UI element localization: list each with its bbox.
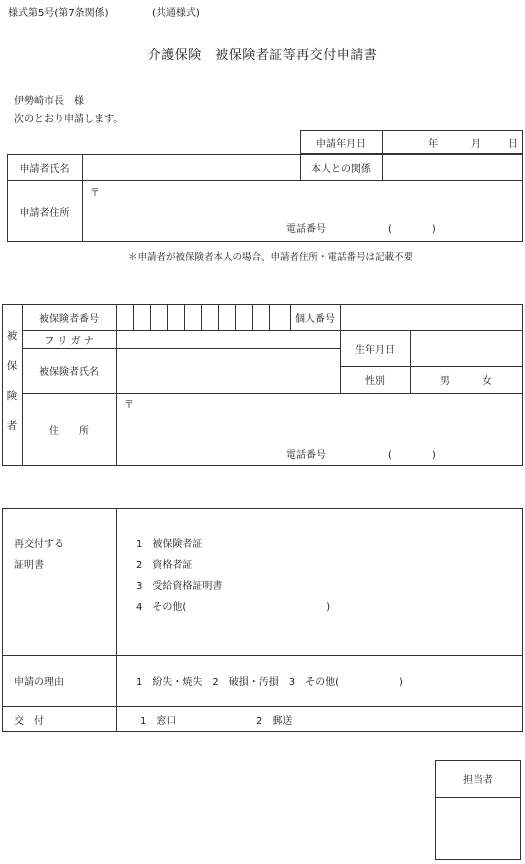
reissue-cert-label: 再交付する — [14, 539, 64, 550]
page-title: 介護保険 被保険者証等再交付申請書 — [147, 48, 378, 63]
applicant-address-label: 申請者住所 — [19, 207, 70, 219]
insured-number-label: 被保険者番号 — [39, 313, 99, 325]
birth-date-field[interactable] — [411, 331, 522, 365]
staff-label: 担当者 — [463, 775, 493, 786]
delivery-option-window[interactable]: 1 窓口 — [140, 715, 177, 727]
applicant-name-label: 申請者氏名 — [19, 163, 70, 175]
cert-option-3[interactable]: 3 受給資格証明書 — [136, 581, 223, 592]
reason-options[interactable]: 1 紛失・焼失 2 破損・汚損 3 その他( ) — [136, 677, 403, 688]
insured-side-label: 被 保 険 者 — [6, 329, 18, 432]
form-number: 様式第5号(第7条関係) — [8, 8, 109, 19]
sex-option-female[interactable]: 女 — [482, 376, 492, 387]
postal-mark: 〒 — [90, 188, 100, 199]
application-date-label: 申請年月日 — [316, 138, 366, 150]
applicant-note: ＊申請者が被保険者本人の場合、申請者住所・電話番号は記載不要 — [128, 252, 414, 263]
reason-label: 申請の理由 — [14, 677, 64, 688]
day-label: 日 — [508, 138, 518, 150]
insured-name-label: 被保険者氏名 — [39, 367, 99, 378]
delivery-option-mail[interactable]: 2 郵送 — [256, 715, 293, 727]
insured-postal-mark: 〒 — [124, 400, 134, 411]
sex-label: 性別 — [365, 376, 385, 387]
addressee: 伊勢崎市長 様 — [14, 96, 84, 107]
personal-number-field[interactable] — [341, 305, 522, 329]
cert-option-1[interactable]: 1 被保険者証 — [136, 539, 203, 550]
applicant-phone-paren: ( ) — [388, 224, 436, 235]
month-label: 月 — [471, 138, 481, 150]
staff-stamp-field[interactable] — [436, 798, 520, 859]
insured-phone-label: 電話番号 — [286, 450, 326, 461]
relation-label: 本人との関係 — [311, 163, 371, 175]
furigana-label: フ リ ガ ナ — [44, 335, 94, 347]
furigana-field[interactable] — [117, 331, 339, 347]
applicant-name-field[interactable] — [83, 155, 299, 179]
birth-date-label: 生年月日 — [355, 344, 395, 356]
insured-address-label: 住 所 — [49, 426, 89, 437]
year-label: 年 — [428, 138, 438, 150]
reissue-cert-label-2: 証明書 — [14, 560, 44, 571]
applicant-phone-label: 電話番号 — [286, 224, 326, 235]
delivery-label: 交 付 — [14, 715, 44, 727]
sex-option-male[interactable]: 男 — [440, 376, 450, 387]
insured-name-field[interactable] — [117, 349, 339, 392]
cert-option-4[interactable]: 4 その他( ) — [136, 602, 331, 613]
cert-option-2[interactable]: 2 資格者証 — [136, 560, 193, 571]
insured-number-field[interactable] — [117, 305, 289, 329]
insured-phone-paren: ( ) — [388, 450, 436, 461]
relation-field[interactable] — [383, 155, 522, 179]
intro-text: 次のとおり申請します。 — [14, 114, 124, 125]
form-type: (共通様式) — [152, 8, 200, 19]
personal-number-label: 個人番号 — [295, 313, 335, 325]
